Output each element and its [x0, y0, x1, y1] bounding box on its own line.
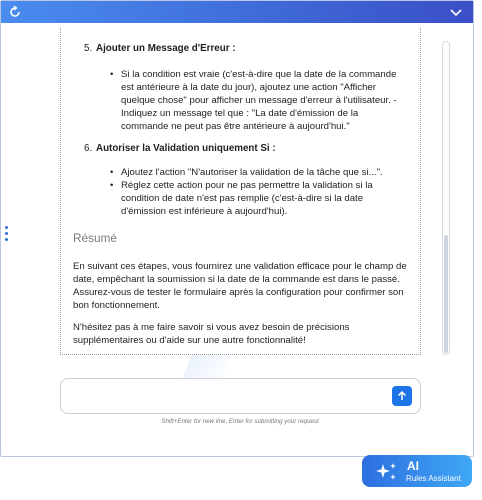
ai-badge-title: AI	[407, 459, 419, 473]
send-button[interactable]	[392, 386, 412, 406]
refresh-icon[interactable]	[8, 5, 22, 19]
list-item: • Si la condition est vraie (c'est-à-dire que la date de la commande est antérieure à la date du jour), ajoutez une action "Afficher quelque chose" pour afficher un message d'erreur à l'utilisateur. - Indiquez un message tel que : "La date d'émission de la commande ne peut pas être antérieure à aujourd'hui."	[121, 68, 406, 133]
step-title-text: Ajouter un Message d'Erreur :	[96, 43, 236, 54]
scrollbar-thumb[interactable]	[444, 235, 448, 353]
drag-handle[interactable]	[4, 226, 10, 244]
closing-paragraph: N'hésitez pas à me faire savoir si vous avez besoin de précisions supplémentaires ou d'aide sur une autre fonctionnalité!	[73, 322, 350, 346]
list-item: • Ajoutez l'action "N'autoriser la validation de la tâche que si...".	[121, 166, 406, 179]
list-item: • Réglez cette action pour ne pas permettre la validation si la condition de date n'est pas remplie (c'est-à-dire si la date d'émission est inférieure à aujourd'hui).	[121, 179, 406, 218]
scrollbar[interactable]	[442, 41, 450, 355]
summary-paragraph: En suivant ces étapes, vous fournirez une validation efficace pour le champ de date, empêchant la soumission si la date de la commande est dans le passé. Assurez-vous de tester le formulaire après la configuration pour confirmer son bon fonctionnement.	[73, 261, 407, 311]
input-hint: Shift+Enter for new line, Enter for submitting your request	[161, 418, 319, 425]
panel-header	[1, 1, 473, 23]
step-number: 5.	[84, 43, 93, 54]
watermark-shape	[183, 355, 232, 379]
message-input[interactable]	[60, 378, 421, 414]
step-title	[84, 42, 236, 55]
step-title-text: Autoriser la Validation uniquement Si :	[96, 143, 276, 154]
arrow-up-icon	[396, 390, 408, 402]
chat-message-content	[60, 28, 421, 355]
step-title	[84, 142, 276, 155]
summary-heading: Résumé	[73, 231, 117, 245]
chevron-down-icon[interactable]	[449, 5, 463, 19]
step-number: 6.	[84, 143, 93, 154]
ai-assistant-badge[interactable]	[362, 455, 472, 487]
ai-badge-subtitle: Rules Assistant	[406, 474, 461, 483]
sparkles-icon	[374, 462, 398, 482]
